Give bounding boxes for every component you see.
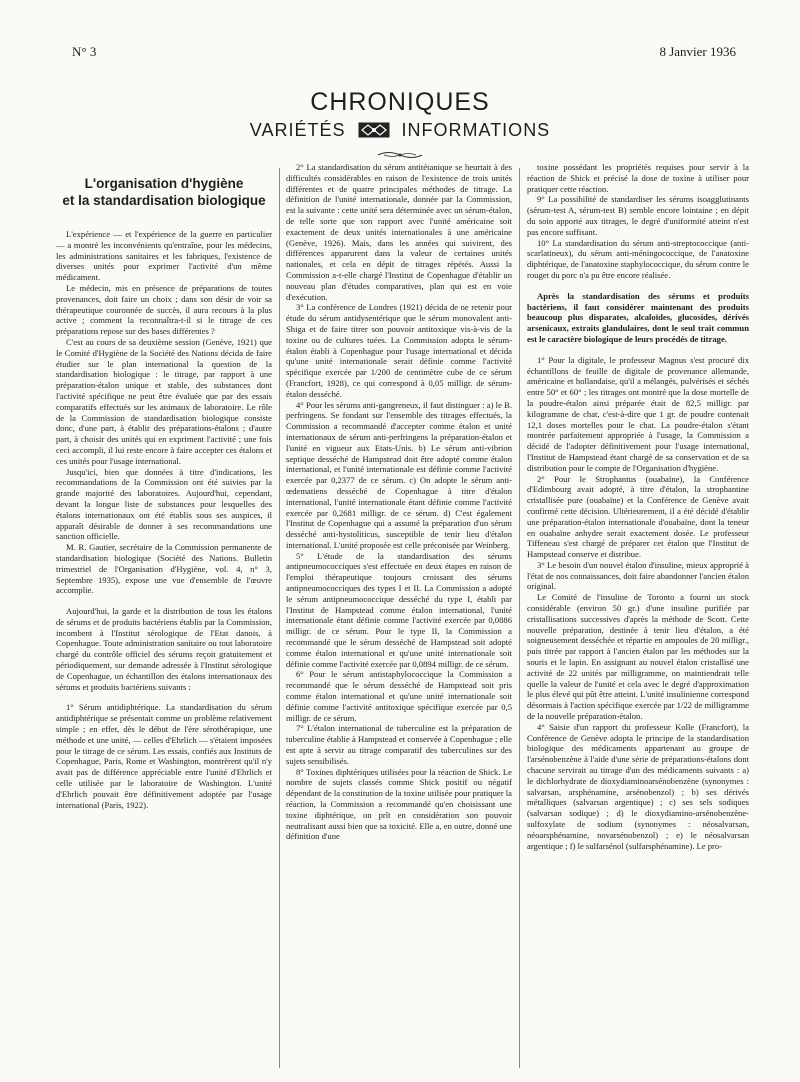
article-title-line: et la standardisation biologique <box>62 193 266 208</box>
ornament-divider-icon <box>376 150 424 160</box>
article-title-line: L'organisation d'hygiène <box>84 176 244 191</box>
masthead-right: INFORMATIONS <box>401 120 551 140</box>
paragraph: 3° Le besoin d'un nouvel étalon d'insuline, mieux approprié à l'état de nos connaissances, doit faire abandonner l'ancien étalon original. <box>527 559 749 592</box>
paragraph: Le médecin, mis en présence de préparations de toutes provenances, doit faire un choix ; dans son désir de voir sa thérapeutique couronnée de succès, il aura recours à la plus active ; comment la reconnaîtra-t-il si le titrage de ces préparations repose sur des bases différentes ? <box>56 282 272 337</box>
paragraph: 10° La standardisation du sérum anti-streptococcique (anti-scarlatineux), du sérum anti-méningococcique, de l'anatoxine diphtérique, de l'anatoxine staphylococcique, du sérum contre le rouget du porc n'a pu être encore réalisée. <box>527 237 749 280</box>
column-divider <box>519 168 520 1068</box>
column-3 <box>527 162 749 851</box>
column-1 <box>56 175 272 810</box>
column-divider <box>279 168 280 1068</box>
paragraph: L'expérience — et l'expérience de la guerre en particulier — a montré les inconvénients qu'entraîne, pour les médecins, les administrations sanitaires et les fabriques, l'existence de diverses unités pour exprimer l'activité d'un même médicament. <box>56 229 272 283</box>
paragraph: 2° Pour le Strophantus (ouabaïne), la Conférence d'Edimbourg avait adopté, à titre d'étalon, la strophantine cristallisée pure (ouabaïne) et la Conférence de Genève avait confirmé cette décision. Ultérieurement, il a été décidé d'établir une préparation-étalon internationale d'ouabaïne, dont la teneur en ouabaïne anhydre serait exactement dosée. Le professeur Tiffeneau s'est chargé de préparer cet étalon que l'Institut de Hampstead conserve et distribue. <box>527 473 749 560</box>
masthead-subtitle <box>0 120 800 141</box>
paragraph: Après la standardisation des sérums et produits bactériens, il faut considérer maintenant des produits beaucoup plus disparates, alcaloïdes, glucosides, dérivés arsenicaux, extraits glandulaires, dont le seul trait commun est le caractère biologique de leurs procédés de titrage. <box>527 290 749 344</box>
paragraph: 8° Toxines diphtériques utilisées pour la réaction de Shick. Le nombre de sujets classés comme Shick positif ou négatif dépendant de la constitution de la toxine utilisée pour pratiquer la réaction, la Commission a recommandé qu'en choisissant une toxine diphtérique, on prît en considération son pouvoir neutralisant aussi bien que sa toxicité. Elle a, en outre, donné une définition d'une <box>286 766 512 842</box>
paragraph: 7° L'étalon international de tuberculine est la préparation de tuberculine établie à Hampstead et conservée à Copenhague ; elle est apte à servir au titrage comparatif des tuberculines sur des sujets sensibilisés. <box>286 723 512 766</box>
paragraph: Le Comité de l'insuline de Toronto a fourni un stock considérable (environ 50 gr.) d'une insuline purifiée par cristallisations successives d'après la méthode de Scott. Cette nouvelle préparation, destinée à tenir lieu d'étalon, a été soigneusement desséchée et répartie en ampoules de 20 milligr., puis titrée par rapport à l'ancien étalon par les méthodes sur la souris et le lapin. En assignant au nouvel étalon cristallisé une activité de 22 unités par milligramme, on maintiendrait telle quelle la valeur de l'unité et cela avec le degré d'approximation le plus élevé qui pût être atteint. L'unité insulinienne correspond désormais à l'action spécifique exercée par 1/22 de milligramme de la nouvelle préparation-étalon. <box>527 592 749 722</box>
paragraph: 6° Pour le sérum antistaphylococcique la Commission a recommandé que le sérum desséché de Hampstead soit pris comme étalon international et qu'une unité internationale soit définie comme l'activité antitoxique spécifique exercée par 0,5 milligr. de ce sérum. <box>286 669 512 723</box>
issue-number: N° 3 <box>72 44 97 59</box>
paragraph: toxine possédant les propriétés requises pour servir à la réaction de Shick et précisé la dose de toxine à utiliser pour pratiquer cette réaction. <box>527 162 749 194</box>
paragraph: C'est au cours de sa deuxième session (Genève, 1921) que le Comité d'Hygiène de la Société des Nations décida de faire étudier sur le plan international la question de la standardisation biologique : le titrage, par rapport à une préparation-étalon unique et stable, des substances dont l'activité spécifique ne peut être évaluée que par des essais comparatifs effectués sur les animaux de laboratoire. Le rôle de la Commission de standardisation biologique consiste donc, d'une part, à établir des préparations-étalons ; d'autre part, à choisir des unités qui en expriment l'activité ; une fois ceci accompli, il lui reste encore à faire accepter ces étalons et ces unités pour l'usage international. <box>56 336 272 466</box>
paragraph: Jusqu'ici, bien que données à titre d'indications, les recommandations de la Commission ont été suivies par la grande majorité des laboratoires. Aujourd'hui, cependant, devant la longue liste de substances pour lesquelles des étalons internationaux ont été établis sous ses auspices, il apparaît désirable de donner à ses recommandations une sanction officielle. <box>56 466 272 542</box>
masthead-title: CHRONIQUES <box>310 88 490 116</box>
emblem-icon <box>358 122 390 138</box>
paragraph: 1° Sérum antidiphtérique. La standardisation du sérum antidiphtérique se présentait comme un problème relativement simple ; en effet, dès le début de l'ère sérothérapique, une méthode et une unité, — celles d'Ehrlich — s'étaient imposées pour le titrage de ce sérum. Les essais, confiés aux Instituts de Copenhague, Paris, Rome et Washington, montrèrent qu'il n'y avait pas de différence appréciable entre l'unité d'Ehrlich et celle utilisée par le laboratoire de Washington. L'unité d'Ehrlich pouvait être définitivement adoptée par l'usage international (Paris, 1922). <box>56 702 272 810</box>
paragraph: 4° Saisie d'un rapport du professeur Kolle (Francfort), la Conférence de Genève adopta le principe de la standardisation biologique des médicaments appartenant au groupe de l'arsénobenzène à l'aide d'une série de préparations-étalons dont chacune servirait au titrage d'un des médicaments suivants : a) le dichlorhydrate de dioxydiaminoarsénobenzène (synonymes : salvarsan, arsphénamine, arsénobenzol) ; b) ses dérivés métalliques (salvarsan argentique) ; c) ses sels sodiques (salvarsan sodique) ; d) le dioxydiamino-arsénobenzène-sulfoxylate de sodium (synonymes : néosalvarsan, néoarsphénamine, novarsénobenzol) ; e) le néosalvarsan argentique ; f) le sulfarsénol (sulfarsphénamine). Le pro- <box>527 721 749 851</box>
paragraph: 5° L'étude de la standardisation des sérums antipneumococciques s'est effectuée en deux étapes en raison de l'emploi thérapeutique toujours croissant des sérums antipneumococciques des types I et II. La Commission a adopté le sérum antipneumococcique desséché du type I, établi par l'Institut de Hampstead comme étalon international, l'unité internationale étant définie comme l'activité exercée par 0,0886 milligr. de ce sérum. Pour le type II, la Commission a recommandé que le sérum desséché de Hampstead soit adopté comme étalon international et qu'une unité internationale soit définie comme l'activité exercée par 0,0894 milligr. de ce sérum. <box>286 550 512 669</box>
masthead-left: VARIÉTÉS <box>249 120 346 140</box>
paragraph: 4° Pour les sérums anti-gangreneux, il faut distinguer : a) le B. perfringens. Se fondant sur l'ensemble des titrages effectués, la Commission a recommandé d'accepter comme étalon et unité internationaux de sérum anti-perfringens la préparation-étalon et l'unité en vigueur aux Etats-Unis. b) Le sérum anti-vibrion septique desséché de Hampstead doit être adopté comme étalon international, et l'unité internationale est définie comme l'activité exercée par 0,2377 de ce sérum. c) On adopte le sérum anti-œdematiens desséché de Copenhague à titre d'étalon international, l'unité internationale étant définie comme l'activité exercée par 0,2681 milligr. de ce sérum. d) C'est également l'Institut de Copenhague qui a assumé la préparation d'un sérum desséché anti-hystoliticus, susceptible de tenir lieu d'étalon international. L'unité proposée est celle préconisée par Weinberg. <box>286 399 512 550</box>
article-title <box>56 175 272 209</box>
paragraph: 2° La standardisation du sérum antitétanique se heurtait à des difficultés considérables en raison de l'existence de trois unités différentes et de quatre principales méthodes de titrage. La définition de l'unité internationale, donnée par la Commission, est la suivante : cette unité sera déterminée avec un sérum-étalon, de telle sorte que son rapport avec l'unité américaine soit exactement de deux unités internationales à une américaine (Genève, 1926). Mais, dans les années qui suivirent, des différences apparurent dans la valeur de certaines unités nationales, et cela en dépit de titrages répétés. Aussi la Commission a-t-elle chargé l'Institut de Copenhague d'établir un nouveau plan d'études comparatives, plan qui est en voie d'exécution. <box>286 162 512 302</box>
paragraph: Aujourd'hui, la garde et la distribution de tous les étalons de sérums et de produits bactériens établis par la Commission, incombent à l'Institut sérologique de l'Etat danois, à Copenhague. Toute administration sanitaire ou tout laboratoire chargé du contrôle officiel des sérums reçoit gratuitement et périodiquement, sur demande adressée à l'Institut sérologique de Copenhague, un échantillon des étalons internationaux des sérums et produits bactériens suivants : <box>56 606 272 692</box>
paragraph: 1° Pour la digitale, le professeur Magnus s'est procuré dix échantillons de feuille de digitale de provenance allemande, américaine et hollandaise, qu'il a mélangés, pulvérisés et séchés entre 50° et 60° ; les titrages ont montré que la dose mortelle de la poudre-étalon ainsi préparée était de 82,5 milligr. par kilogramme de chat, c'est-à-dire que 1 gr. de poudre contenait 12,1 doses mortelles pour le chat. La poudre-étalon s'étant montrée parfaitement appropriée à l'usage, la Commission a décidé de l'adopter définitivement pour l'usage international, l'Institut de Hampstead étant chargé de sa conservation et de sa distribution pour le compte de l'Organisation d'hygiène. <box>527 354 749 473</box>
column-2 <box>286 162 512 842</box>
paragraph: 9° La possibilité de standardiser les sérums isoagglutinants (sérum-test A, sérum-test B) semble encore lointaine ; en dépit du soin apporté aux titrages, le degré d'uniformité atteint n'est pas encore suffisant. <box>527 194 749 237</box>
paragraph: 3° La conférence de Londres (1921) décida de ne retenir pour étude du sérum antidysentérique que le sérum monovalent anti-Shiga et de faire titrer son pouvoir antitoxique vis-à-vis de la toxine ou de cultures tuées. La Commission adopta le sérum-étalon établi à Copenhague pour l'usage international et décida qu'une unité internationale serait définie comme l'activité spécifique exercée par 1/200 de centimètre cube de ce sérum (Francfort, 1928), ce qui correspond à 0,05 milligr. de sérum-étalon desséché. <box>286 302 512 399</box>
paragraph: M. R. Gautier, secrétaire de la Commission permanente de standardisation biologique (Société des Nations. Bulletin trimestriel de l'Organisation d'Hygiène, vol. 4, n° 3, Septembre 1935), expose une vue d'ensemble de l'œuvre accomplie. <box>56 542 272 596</box>
issue-date: 8 Janvier 1936 <box>659 44 736 59</box>
